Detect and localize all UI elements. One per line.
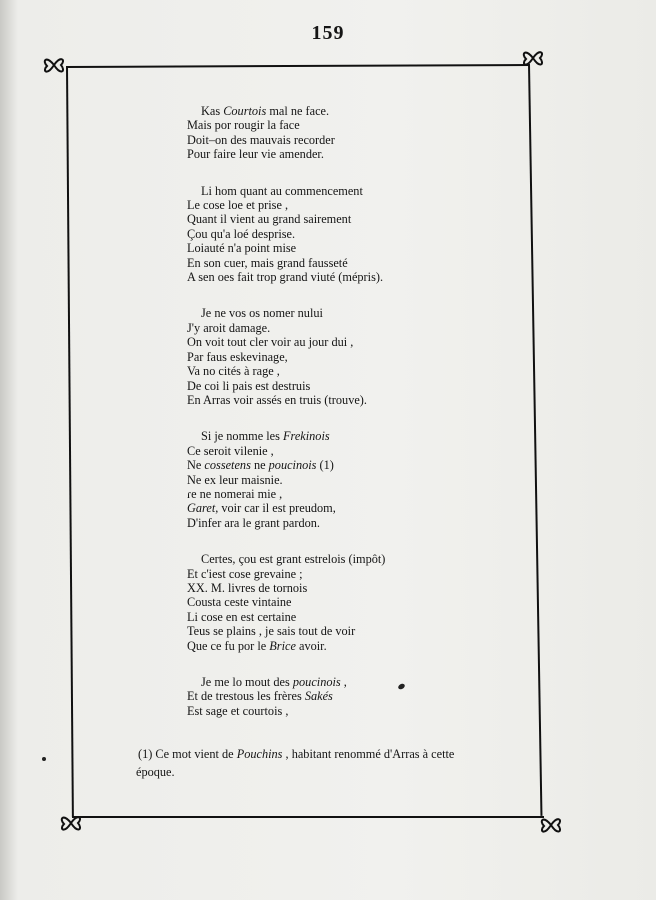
verse-line [187,256,517,270]
text-run: Çou qu'a loé desprise. [187,226,296,241]
corner-ornament-icon [58,810,84,836]
verse-line [187,552,517,566]
italic-text: poucinois [292,675,341,689]
verse-line [187,704,517,718]
text-run: Pour faire leur vie amender. [187,147,324,162]
verse-line [187,335,517,349]
verse-line [187,610,517,624]
text-run: Par faus eskevinage, [187,349,288,364]
text-run: (1) Ce mot vient de [138,747,237,761]
italic-text: Pouchins [236,747,283,761]
text-run: Kas [201,104,224,118]
verse-line [187,321,517,335]
footnote-line [136,763,518,781]
italic-text: Garet [187,501,216,516]
italic-text: poucinois [268,458,317,473]
text-run: En Arras voir assés en truis (trouve). [187,392,367,407]
corner-ornament-icon [41,52,67,78]
verse-line [187,270,517,284]
text-run: Mais por rougir la face [187,118,300,133]
print-speck [42,757,46,761]
italic-text: Brice [269,638,296,653]
text-run: Et c'iest cose grevaine ; [187,566,303,581]
text-run: Quant il vient au grand sairement [187,212,352,227]
stanza [187,429,517,530]
verse-line [187,104,517,118]
corner-ornament-icon [538,812,564,838]
verse-line [187,458,517,472]
verse-line [187,429,517,443]
frame-border-top [66,64,530,68]
text-run: De coi li pais est destruis [187,378,311,393]
text-run: En son cuer, mais grand fausseté [187,255,348,270]
verse-line [187,241,517,255]
text-run: , [340,675,347,689]
text-run: Le cose loe et prise , [187,198,289,213]
page-number: 159 [311,22,345,44]
text-run: Est sage et courtois , [187,703,289,718]
verse-line [187,212,517,226]
text-run: Loiauté n'a point mise [187,241,297,256]
verse-line [187,624,517,638]
footnote-line [138,747,454,761]
text-run: , voir car il est preudom, [215,501,336,516]
italic-text: Courtois [223,104,267,118]
corner-ornament-icon [520,45,546,71]
verse-line [187,133,517,147]
text-run: Je me lo mout des [201,675,293,689]
italic-text: Sakés [304,689,333,704]
italic-text: cossetens [204,458,251,473]
stanza [187,104,517,162]
verse-line [187,595,517,609]
frame-border-bottom [72,816,544,818]
text-run: On voit tout cler voir au jour dui , [187,335,354,350]
verse-line [187,393,517,407]
verse-line [187,184,517,198]
stanza [187,675,517,718]
text-run: Teus se plains , je sais tout de voir [187,624,356,639]
text-run: Certes, çou est grant estrelois (impôt) [201,552,386,567]
text-run: Cousta ceste vintaine [187,595,292,610]
verse-line [187,227,517,241]
verse-line [187,516,517,530]
text-run: mal ne face. [266,104,330,118]
text-run: Va no cités à rage , [187,364,280,379]
verse-line [187,487,517,501]
verse-line [187,350,517,364]
text-run: Si je nomme les [201,429,283,444]
stanza [187,306,517,407]
verse-line [187,118,517,132]
text-run: D'infer ara le grant pardon. [187,515,320,530]
footnote [138,745,518,781]
verse-line [187,379,517,393]
poem-body [187,104,517,740]
text-run: Ne ex leur maisnie. [187,472,283,487]
verse-line [187,198,517,212]
text-run: Ce seroit vilenie , [187,443,274,458]
stanza [187,184,517,285]
text-run: Doit–on des mauvais recorder [187,132,335,147]
verse-line [187,689,517,703]
frame-border-right [528,64,542,816]
text-run: Je ne vos os nomer nului [201,306,323,321]
frame-border-left [66,67,74,817]
verse-line [187,473,517,487]
text-run: ne [250,458,269,473]
text-run: XX. M. livres de tornois [187,580,308,595]
verse-line [187,364,517,378]
text-run: époque. [136,765,175,779]
text-run: A sen oes fait trop grand viuté (mépris). [187,270,384,285]
verse-line [187,306,517,320]
verse-line [187,444,517,458]
text-run: Et de trestous les frères [187,689,305,704]
text-run: avoir. [295,638,327,653]
text-run: (1) [316,458,334,473]
verse-line [187,639,517,653]
text-run: Li cose en est certaine [187,609,297,624]
italic-text: Frekinois [282,429,330,444]
text-run: Ne [187,458,205,473]
stanza [187,552,517,653]
text-run: Li hom quant au commencement [201,183,363,198]
verse-line [187,675,517,689]
verse-line [187,501,517,515]
text-run: ɾe ne nomerai mie , [187,486,283,501]
text-run: , habitant renommé d'Arras à cette [282,747,455,761]
verse-line [187,567,517,581]
text-run: Que ce fu por le [187,638,270,653]
text-run: J'y aroit damage. [187,320,271,335]
verse-line [187,147,517,161]
verse-line [187,581,517,595]
